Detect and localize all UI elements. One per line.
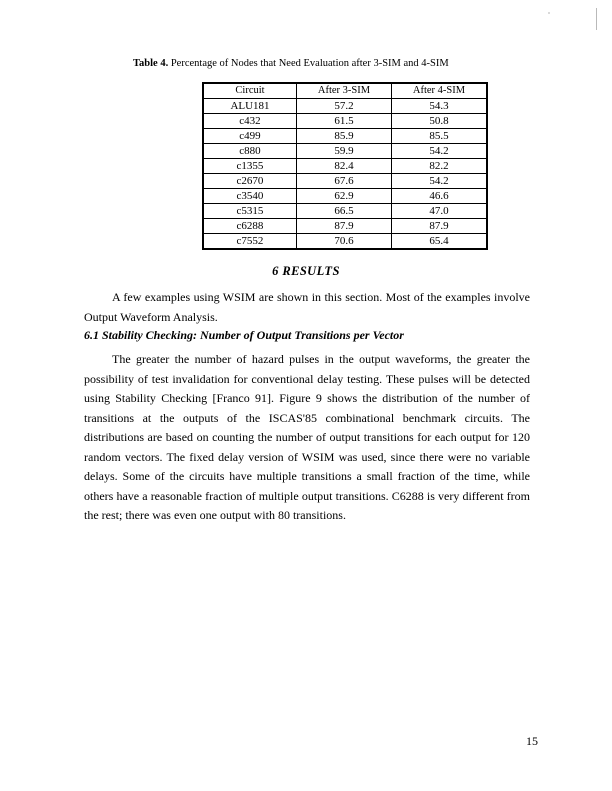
table-row [203, 159, 487, 174]
cell-after-3sim: 57.2 [297, 99, 392, 114]
table-header-after-3sim: After 3-SIM [297, 83, 392, 99]
table-row [203, 204, 487, 219]
table-caption-text: Percentage of Nodes that Need Evaluation after 3-SIM and 4-SIM [170, 58, 449, 69]
page-number: 15 [526, 734, 538, 748]
table-row [203, 234, 487, 250]
table-header-row [203, 83, 487, 99]
scan-speck [548, 12, 550, 14]
cell-circuit: ALU181 [203, 99, 297, 114]
stability-checking-paragraph: The greater the number of hazard pulses in the output waveforms, the greater the possibility of test invalidation for conventional delay testing. These pulses will be detected using Stability Checking [Franco 91]. Figure 9 shows the distribution of the number of transitions at the outputs of the ISCAS'85 combinational benchmark circuits. The distributions are based on counting the number of output transitions for each output for 120 random vectors. The fixed delay version of WSIM was used, since there were no variable delays. Some of the circuits have multiple transitions a small fraction of the time, while others have a reasonable fraction of multiple output transitions. C6288 is very different from the rest; there was even one output with 80 transitions. [84, 352, 530, 522]
table-caption-label: Table 4. [133, 58, 169, 69]
cell-after-4sim: 87.9 [392, 219, 488, 234]
cell-after-4sim: 54.2 [392, 174, 488, 189]
table-row [203, 144, 487, 159]
cell-circuit: c2670 [203, 174, 297, 189]
results-table [202, 82, 488, 250]
cell-after-3sim: 70.6 [297, 234, 392, 250]
table-row [203, 114, 487, 129]
table-row [203, 129, 487, 144]
table-row [203, 99, 487, 114]
cell-circuit: c1355 [203, 159, 297, 174]
cell-circuit: c432 [203, 114, 297, 129]
cell-after-3sim: 85.9 [297, 129, 392, 144]
cell-circuit: c6288 [203, 219, 297, 234]
cell-after-4sim: 54.2 [392, 144, 488, 159]
table-header-after-4sim: After 4-SIM [392, 83, 488, 99]
cell-after-4sim: 85.5 [392, 129, 488, 144]
table-row [203, 189, 487, 204]
cell-after-4sim: 54.3 [392, 99, 488, 114]
cell-after-4sim: 50.8 [392, 114, 488, 129]
section-heading-results: 6 RESULTS [272, 264, 340, 278]
cell-after-3sim: 59.9 [297, 144, 392, 159]
table-row [203, 174, 487, 189]
cell-after-4sim: 46.6 [392, 189, 488, 204]
table-header-circuit: Circuit [203, 83, 297, 99]
cell-circuit: c7552 [203, 234, 297, 250]
cell-after-4sim: 82.2 [392, 159, 488, 174]
cell-after-3sim: 87.9 [297, 219, 392, 234]
cell-circuit: c499 [203, 129, 297, 144]
cell-after-3sim: 82.4 [297, 159, 392, 174]
scan-edge-mark [596, 8, 597, 30]
results-paragraph: A few examples using WSIM are shown in this section. Most of the examples involve Output Waveform Analysis. [84, 290, 530, 324]
subsection-heading-stability-checking: 6.1 Stability Checking: Number of Output Transitions per Vector [84, 328, 404, 342]
cell-circuit: c880 [203, 144, 297, 159]
cell-after-4sim: 65.4 [392, 234, 488, 250]
cell-after-3sim: 61.5 [297, 114, 392, 129]
cell-after-3sim: 62.9 [297, 189, 392, 204]
cell-after-3sim: 66.5 [297, 204, 392, 219]
cell-circuit: c5315 [203, 204, 297, 219]
cell-circuit: c3540 [203, 189, 297, 204]
cell-after-4sim: 47.0 [392, 204, 488, 219]
cell-after-3sim: 67.6 [297, 174, 392, 189]
table-row [203, 219, 487, 234]
table-caption [133, 57, 513, 70]
